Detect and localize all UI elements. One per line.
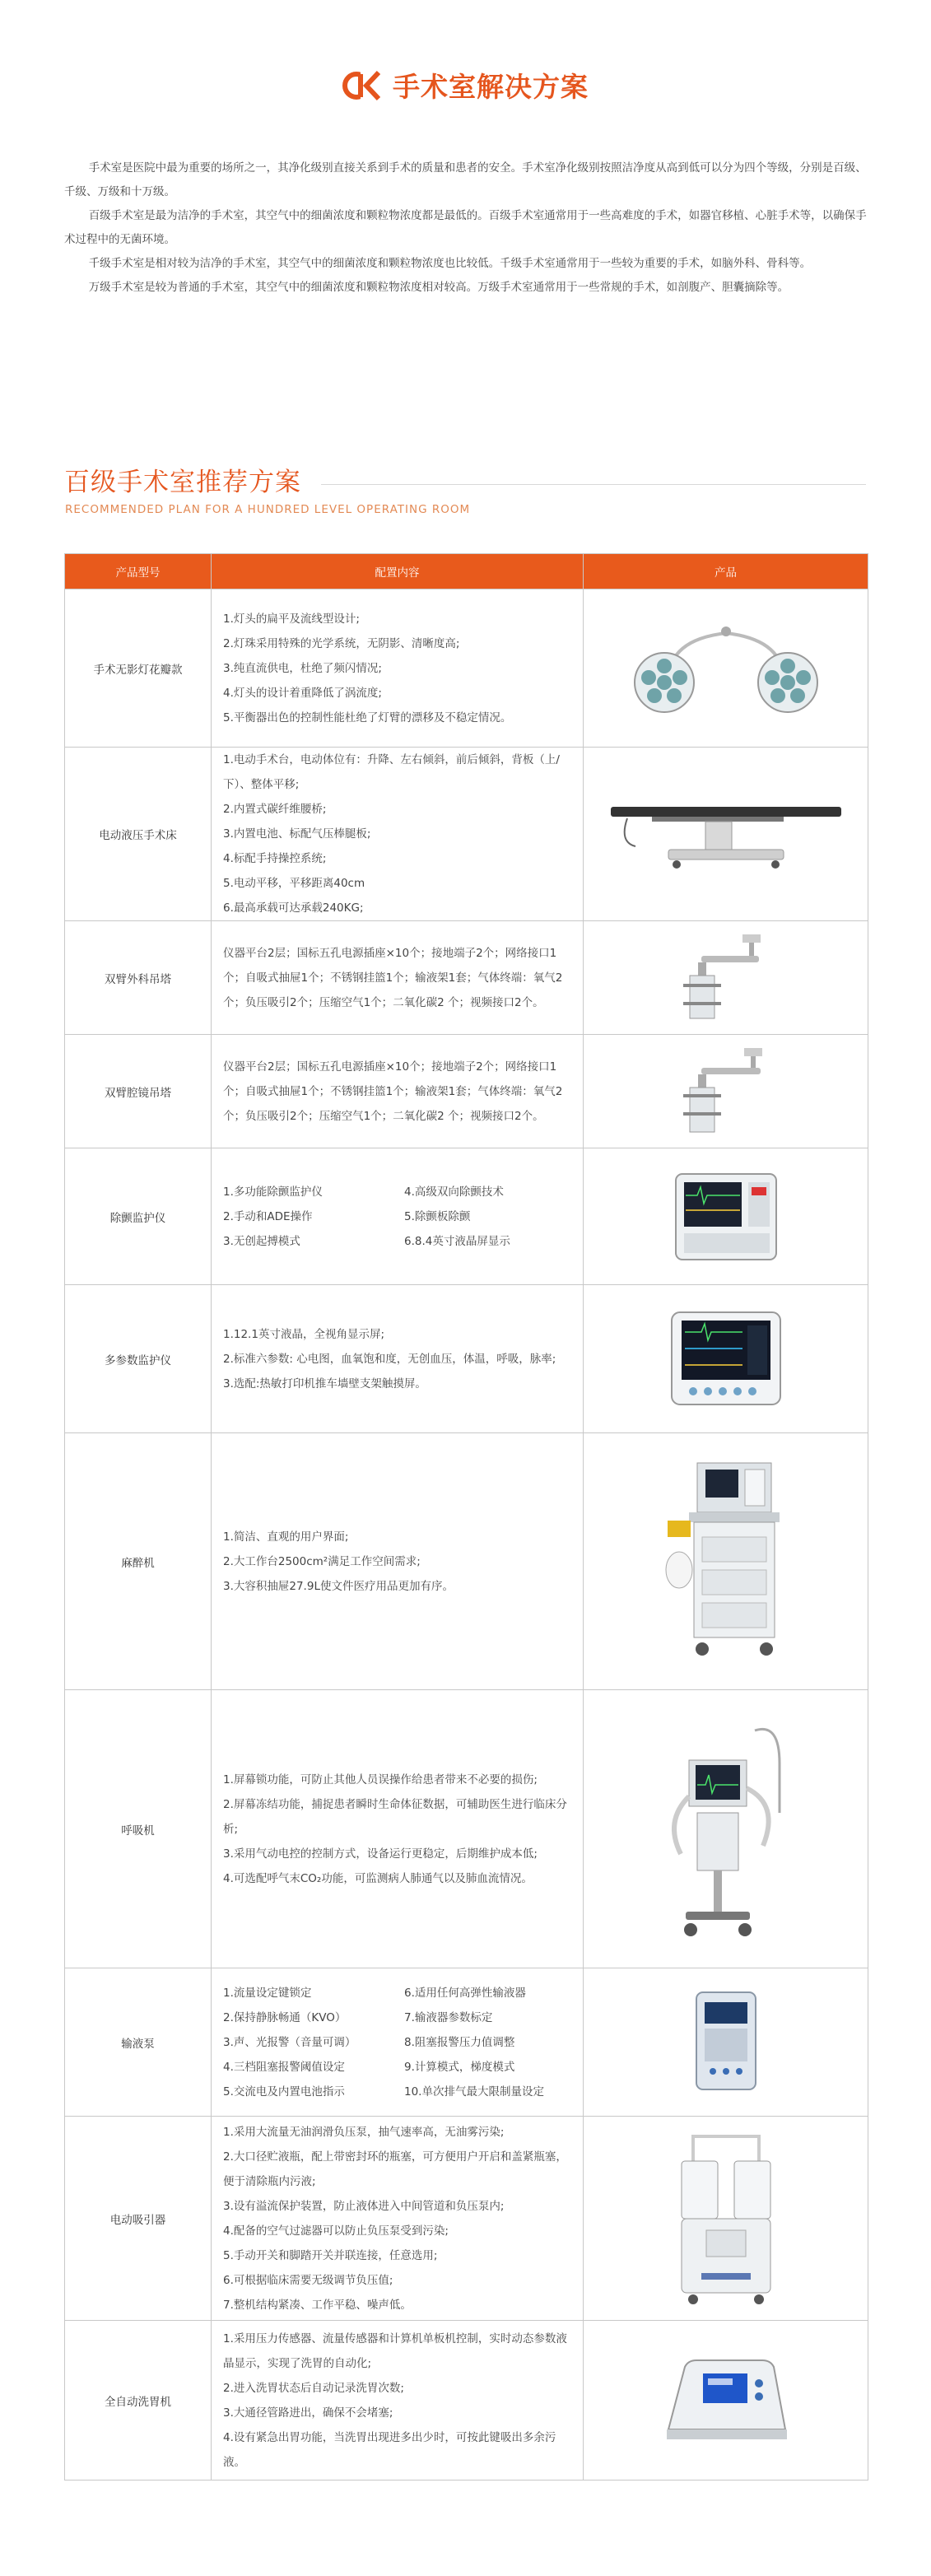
product-name: 电动吸引器 [65, 2117, 212, 2321]
table-row [65, 1968, 868, 2117]
product-image-cell [584, 1968, 868, 2117]
config-line: 5.手动开关和脚踏开关并联连接，任意选用; [223, 2248, 438, 2262]
config-line: 4.可选配呼气末CO₂功能，可监测病人肺通气以及肺血流情况。 [223, 1871, 533, 1885]
product-name: 全自动洗胃机 [65, 2321, 212, 2481]
product-image-cell [584, 1035, 868, 1148]
anesthesia-machine-image [656, 1455, 796, 1669]
config-line: 3.内置电池、标配气压棒腿板; [223, 827, 371, 841]
config-line: 3.声、光报警（音量可调） 8.阻塞报警压力值调整 [223, 2035, 515, 2049]
config-line: 1.采用大流量无油润滑负压泵，抽气速率高，无油雾污染; [223, 2125, 505, 2139]
product-image-cell [584, 2321, 868, 2481]
section-title: 百级手术室推荐方案 [64, 468, 301, 497]
ventilator-image [656, 1714, 796, 1945]
table-row [65, 748, 868, 921]
config-line: 2.灯珠采用特殊的光学系统，无阴影、清晰度高; [223, 636, 460, 650]
config-line: 1.12.1英寸液晶，全视角显示屏; [223, 1327, 384, 1341]
gastric-lavage-machine-image [660, 2355, 792, 2446]
config-line: 1.屏幕锁功能，可防止其他人员误操作给患者带来不必要的损伤; [223, 1772, 538, 1786]
product-config [212, 921, 584, 1035]
product-table [64, 553, 868, 2481]
config-line: 7.整机结构紧凑、工作平稳、噪声低。 [223, 2298, 412, 2312]
config-line: 4.灯头的设计着重降低了涡流度; [223, 686, 382, 700]
config-line: 3.选配:热敏打印机推车墙壁支架触摸屏。 [223, 1377, 426, 1390]
product-name: 麻醉机 [65, 1433, 212, 1690]
product-image-cell [584, 2117, 868, 2321]
product-name: 双臂腔镜吊塔 [65, 1035, 212, 1148]
table-row [65, 1285, 868, 1433]
table-row [65, 921, 868, 1035]
product-name: 手术无影灯花瓣款 [65, 589, 212, 748]
defibrillator-image [673, 1169, 780, 1264]
config-line: 4.配备的空气过滤器可以防止负压泵受到污染; [223, 2224, 449, 2238]
config-line: 5.平衡器出色的控制性能杜绝了灯臂的漂移及不稳定情况。 [223, 710, 512, 724]
product-image-cell [584, 748, 868, 921]
section-subtitle: RECOMMENDED PLAN FOR A HUNDRED LEVEL OPERATING ROOM [65, 503, 471, 516]
config-line: 1.简洁、直观的用户界面; [223, 1530, 349, 1544]
product-image-cell [584, 1433, 868, 1690]
table-row [65, 1035, 868, 1148]
header-model: 产品型号 [65, 554, 212, 589]
table-row [65, 2321, 868, 2481]
config-line: 6.可根据临床需要无级调节负压值; [223, 2273, 393, 2287]
config-line: 1.流量设定键锁定 6.适用任何高弹性输液器 [223, 1986, 526, 2000]
product-name: 除颤监护仪 [65, 1148, 212, 1285]
config-line: 2.保持静脉畅通（KVO） 7.输液器参数标定 [223, 2010, 493, 2024]
patient-monitor-image [668, 1307, 784, 1410]
config-line: 3.纯直流供电，杜绝了频闪情况; [223, 661, 382, 675]
product-config [212, 2321, 584, 2481]
config-line: 2.标准六参数: 心电图，血氧饱和度，无创血压，体温，呼吸，脉率; [223, 1352, 556, 1366]
config-line: 3.大通径管路进出，确保不会堵塞; [223, 2406, 393, 2420]
table-row [65, 2117, 868, 2321]
product-config [212, 1285, 584, 1433]
product-image-cell [584, 1690, 868, 1968]
intro-paragraph: 百级手术室是最为洁净的手术室，其空气中的细菌浓度和颗粒物浓度都是最低的。百级手术室通常用于一些高难度的手术，如器官移植、心脏手术等，以确保手术过程中的无菌环境。 [64, 209, 867, 246]
intro-paragraph: 万级手术室是较为普通的手术室，其空气中的细菌浓度和颗粒物浓度相对较高。万级手术室通常用于一些常规的手术，如剖腹产、胆囊摘除等。 [88, 281, 789, 294]
config-line: 1.电动手术台，电动体位有：升降、左右倾斜，前后倾斜，背板（上/下）、整体平移; [223, 753, 560, 791]
brand-logo-icon [342, 70, 380, 101]
product-config [212, 1968, 584, 2117]
page-header [0, 66, 931, 105]
config-line: 5.交流电及内置电池指示 10.单次排气最大限制量设定 [223, 2085, 544, 2099]
config-line: 3.设有溢流保护装置，防止液体进入中间管道和负压泵内; [223, 2199, 505, 2213]
page-title: 手术室解决方案 [393, 71, 589, 103]
table-row [65, 589, 868, 748]
config-line: 1.灯头的扁平及流线型设计; [223, 612, 360, 626]
config-line: 2.进入洗胃状态后自动记录洗胃次数; [223, 2381, 404, 2395]
product-name: 电动液压手术床 [65, 748, 212, 921]
table-row [65, 1148, 868, 1285]
config-line: 3.采用气动电控的控制方式，设备运行更稳定，后期维护成本低; [223, 1847, 538, 1861]
config-line: 仪器平台2层；国标五孔电源插座×10个；接地端子2个；网络接口1个；自吸式抽屉1个；不锈钢挂篮1个；输液架1套；气体终端：氧气2个；负压吸引2个；压缩空气1个；二氧化碳2 个；视频接口2个。 [223, 946, 563, 1009]
config-line: 5.电动平移，平移距离40cm [223, 877, 365, 890]
table-row [65, 1433, 868, 1690]
table-header-row [65, 554, 868, 589]
config-line: 3.无创起搏模式 6.8.4英寸液晶屏显示 [223, 1234, 510, 1248]
config-line: 4.三档阻塞报警阈值设定 9.计算模式，梯度模式 [223, 2060, 515, 2074]
operating-table-image [603, 797, 850, 871]
product-config [212, 589, 584, 748]
config-line: 2.内置式碳纤维腰桥; [223, 803, 327, 816]
intro-text [64, 156, 867, 300]
config-line: 2.大口径贮液瓶，配上带密封环的瓶塞，可方便用户开启和盖紧瓶塞，便于清除瓶内污液; [223, 2150, 567, 2188]
config-line: 6.最高承载可达承载240KG; [223, 901, 364, 915]
product-config [212, 1035, 584, 1148]
section-divider [321, 484, 866, 485]
product-name: 多参数监护仪 [65, 1285, 212, 1433]
header-config: 配置内容 [212, 554, 584, 589]
config-line: 2.手动和ADE操作 5.除颤板除颤 [223, 1209, 471, 1223]
product-image-cell [584, 589, 868, 748]
product-config [212, 748, 584, 921]
infusion-pump-image [685, 1989, 767, 2096]
config-line: 仪器平台2层；国标五孔电源插座×10个；接地端子2个；网络接口1个；自吸式抽屉1个；不锈钢挂篮1个；输液架1套；气体终端：氧气2个；负压吸引2个；压缩空气1个；二氧化碳2 个；视频接口2个。 [223, 1060, 563, 1123]
config-line: 1.采用压力传感器、流量传感器和计算机单板机控制，实时动态参数液晶显示，实现了洗胃的自动化; [223, 2331, 567, 2370]
product-config [212, 1433, 584, 1690]
intro-paragraph: 千级手术室是相对较为洁净的手术室，其空气中的细菌浓度和颗粒物浓度也比较低。千级手术室通常用于一些较为重要的手术，如脑外科、骨科等。 [88, 257, 812, 270]
suction-unit-image [668, 2128, 784, 2309]
product-config [212, 1690, 584, 1968]
product-image-cell [584, 1285, 868, 1433]
config-line: 2.屏幕冻结功能，捕捉患者瞬时生命体征数据，可辅助医生进行临床分析; [223, 1797, 567, 1836]
config-line: 3.大容积抽屉27.9L使文件医疗用品更加有序。 [223, 1579, 454, 1593]
config-line: 4.标配手持操控系统; [223, 852, 327, 865]
surgical-pendant-image [668, 933, 784, 1023]
product-config [212, 2117, 584, 2321]
product-name: 呼吸机 [65, 1690, 212, 1968]
intro-paragraph: 手术室是医院中最为重要的场所之一，其净化级别直接关系到手术的质量和患者的安全。手术室净化级别按照洁净度从高到低可以分为四个等级，分别是百级、千级、万级和十万级。 [64, 161, 867, 198]
product-image-cell [584, 921, 868, 1035]
config-line: 4.设有紧急出胃功能，当洗胃出现进多出少时，可按此键吸出多余污液。 [223, 2430, 556, 2469]
product-config [212, 1148, 584, 1285]
config-line: 2.大工作台2500cm²满足工作空间需求; [223, 1554, 421, 1568]
product-name: 双臂外科吊塔 [65, 921, 212, 1035]
header-product: 产品 [584, 554, 868, 589]
shadowless-lamp-image [619, 623, 833, 714]
product-name: 输液泵 [65, 1968, 212, 2117]
config-line: 1.多功能除颤监护仪 4.高级双向除颤技术 [223, 1185, 504, 1199]
product-image-cell [584, 1148, 868, 1285]
table-row [65, 1690, 868, 1968]
endoscope-pendant-image [668, 1046, 784, 1137]
